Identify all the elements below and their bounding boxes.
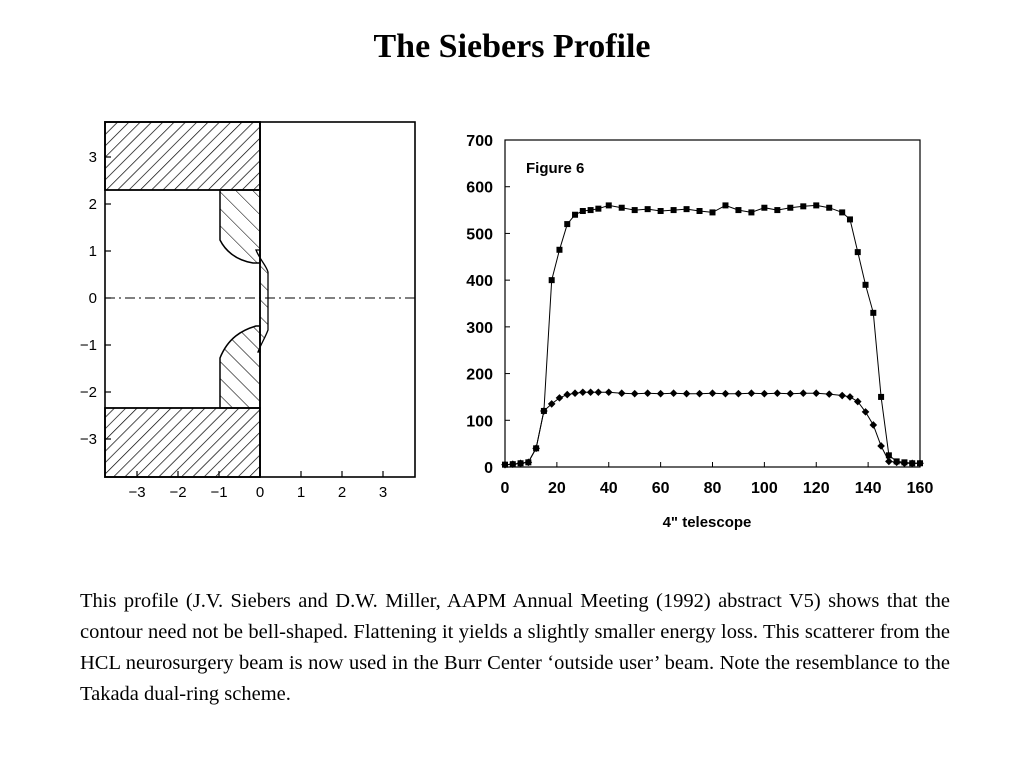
square-data-point <box>855 249 861 255</box>
diamond-data-point <box>812 389 820 397</box>
square-data-point <box>722 202 728 208</box>
x-tick-label: 60 <box>651 480 670 497</box>
chart-frame <box>505 140 920 467</box>
square-data-point <box>748 209 754 215</box>
left-x-tick-label: 1 <box>296 484 306 500</box>
y-tick-label: 0 <box>484 460 493 477</box>
x-tick-label: 160 <box>906 480 934 497</box>
left-y-tick-label: −3 <box>79 431 97 448</box>
dose-profile-chart <box>450 125 950 535</box>
y-tick-label: 600 <box>466 179 493 197</box>
square-data-point <box>580 208 586 214</box>
square-data-point <box>787 205 793 211</box>
diamond-data-point <box>618 389 626 397</box>
square-data-point <box>826 205 832 211</box>
left-x-tick-label: 0 <box>255 484 265 500</box>
square-data-point <box>774 207 780 213</box>
square-data-point <box>870 310 876 316</box>
square-data-point <box>735 207 741 213</box>
diamond-data-point <box>587 388 595 396</box>
square-data-point <box>606 202 612 208</box>
top-collimator-block <box>105 122 260 190</box>
square-data-point <box>556 247 562 253</box>
square-data-point <box>878 394 884 400</box>
diamond-data-point <box>774 389 782 397</box>
left-y-tick-label: −2 <box>79 384 97 401</box>
left-y-tick-label: −1 <box>79 337 97 354</box>
diamond-data-point <box>748 389 756 397</box>
square-data-point <box>710 209 716 215</box>
diamond-data-point <box>735 390 743 398</box>
square-data-point <box>658 208 664 214</box>
x-axis-label: 4" telescope <box>662 514 752 531</box>
square-data-point <box>645 206 651 212</box>
left-y-tick-label: 2 <box>88 196 97 213</box>
figure-annotation: Figure 6 <box>526 160 585 177</box>
diamond-data-point <box>595 388 603 396</box>
square-data-point <box>671 207 677 213</box>
diamond-data-point <box>683 390 691 398</box>
left-x-tick-label: 2 <box>337 484 347 500</box>
diamond-data-point <box>657 390 665 398</box>
diamond-data-point <box>709 389 717 397</box>
diamond-data-point <box>579 388 587 396</box>
scatterer-profile-figure <box>60 100 430 500</box>
square-data-point <box>800 203 806 209</box>
square-data-point <box>632 207 638 213</box>
y-tick-label: 100 <box>466 413 493 431</box>
left-x-tick-label: 3 <box>378 484 388 500</box>
x-tick-label: 120 <box>802 480 830 497</box>
y-tick-label: 200 <box>466 366 493 384</box>
series-line-square <box>505 205 920 464</box>
diamond-data-point <box>605 388 613 396</box>
diamond-data-point <box>799 389 807 397</box>
square-data-point <box>549 277 555 283</box>
x-tick-label: 140 <box>854 480 882 497</box>
diamond-data-point <box>571 389 579 397</box>
square-data-point <box>595 206 601 212</box>
left-y-tick-label: 3 <box>88 149 97 166</box>
square-data-point <box>847 216 853 222</box>
left-x-tick-label: −2 <box>169 484 187 500</box>
diamond-data-point <box>696 390 704 398</box>
y-tick-label: 300 <box>466 319 493 337</box>
square-data-point <box>697 208 703 214</box>
left-x-tick-label: −3 <box>128 484 146 500</box>
x-tick-label: 100 <box>751 480 778 497</box>
lower-scatterer-contour <box>220 326 260 408</box>
square-data-point <box>761 205 767 211</box>
left-y-tick-label: 1 <box>88 243 97 260</box>
x-tick-label: 80 <box>703 480 722 497</box>
x-tick-label: 20 <box>547 480 566 497</box>
y-tick-label: 500 <box>466 226 493 244</box>
square-data-point <box>839 209 845 215</box>
square-data-point <box>684 206 690 212</box>
diamond-data-point <box>631 390 639 398</box>
square-data-point <box>863 282 869 288</box>
square-data-point <box>564 221 570 227</box>
diamond-data-point <box>761 390 769 398</box>
diamond-data-point <box>563 391 571 399</box>
diamond-data-point <box>722 390 730 398</box>
slide-caption: This profile (J.V. Siebers and D.W. Miller, AAPM Annual Meeting (1992) abstract V5) shows that the contour need not be bell-shaped. Flattening it yields a slightly smaller energy loss. This scatterer from the HCL neurosurgery beam is now used in the Burr Center ‘outside user’ beam. Note the resemblance to the Takada dual-ring scheme. <box>80 590 950 705</box>
slide-title: The Siebers Profile <box>373 28 651 65</box>
diamond-data-point <box>846 393 854 401</box>
diamond-data-point <box>885 458 893 466</box>
left-y-tick-label: 0 <box>88 290 97 307</box>
diamond-data-point <box>644 389 652 397</box>
square-data-point <box>813 202 819 208</box>
diamond-data-point <box>877 442 885 450</box>
upper-scatterer-contour <box>220 190 260 263</box>
diamond-data-point <box>787 390 795 398</box>
diamond-data-point <box>825 390 833 398</box>
x-tick-label: 0 <box>500 480 510 497</box>
y-tick-label: 700 <box>466 133 493 150</box>
x-tick-label: 40 <box>599 480 618 497</box>
square-data-point <box>619 205 625 211</box>
diamond-data-point <box>870 421 878 429</box>
square-data-point <box>572 212 578 218</box>
left-x-tick-label: −1 <box>210 484 228 500</box>
bottom-collimator-block <box>105 408 260 477</box>
diamond-data-point <box>670 389 678 397</box>
diamond-data-point <box>838 392 846 400</box>
square-data-point <box>588 207 594 213</box>
y-tick-label: 400 <box>466 273 493 291</box>
